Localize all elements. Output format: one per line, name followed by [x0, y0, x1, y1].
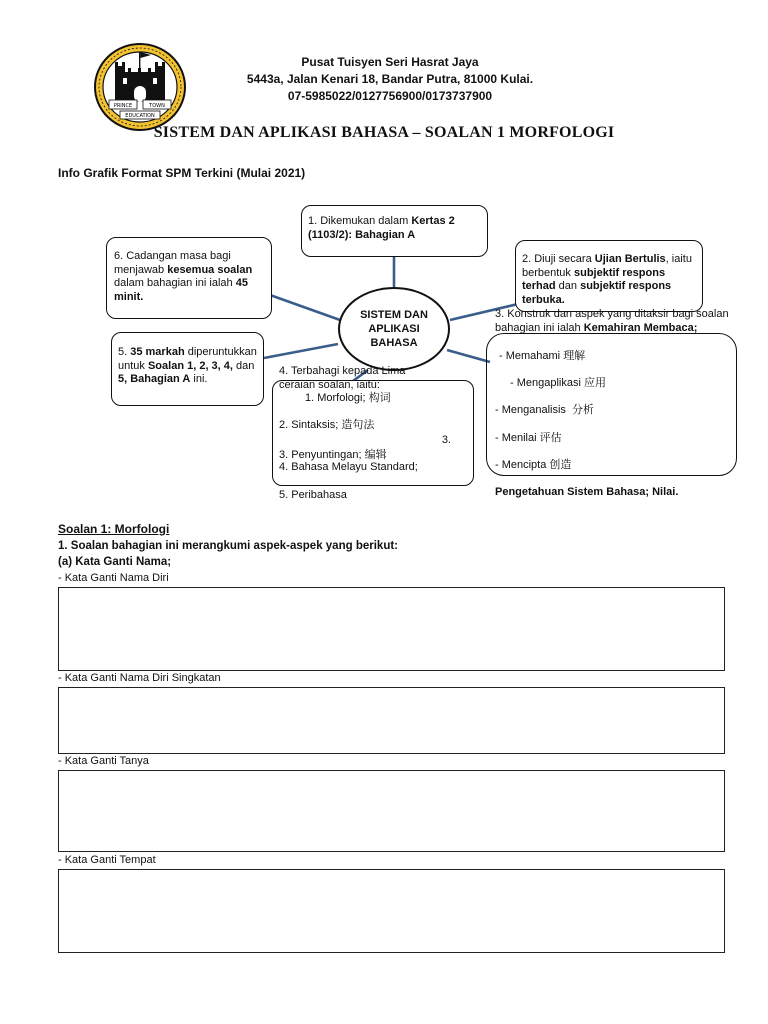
node4-item-1: [305, 391, 391, 406]
node2-text-e: dan: [555, 280, 581, 292]
answer-label-4: - Kata Ganti Tempat: [58, 854, 156, 866]
node2-text-b: Ujian Bertulis: [594, 253, 666, 265]
section-part-a: (a) Kata Ganti Nama;: [58, 556, 172, 568]
node4-item-2-zh: 造句法: [341, 418, 375, 431]
node3-item-5-label: - Mencipta: [495, 459, 547, 471]
node4-item-1-label: 1. Morfologi;: [305, 392, 366, 404]
node1-text-b: Kertas 2 (1103/2): Bahagian A: [308, 215, 455, 241]
node2-text-d: subjektif respons terhad: [522, 266, 666, 292]
answer-box-kata-ganti-tempat[interactable]: [58, 869, 725, 953]
node3-item-4-zh: 评估: [539, 431, 562, 444]
node4-item-4-label: 4. Bahasa Melayu Standard;: [279, 461, 418, 473]
node3-item-2-label: - Mengaplikasi: [510, 377, 581, 389]
section-question: 1. Soalan bahagian ini merangkumi aspek-aspek yang berikut:: [58, 540, 398, 552]
connector-node6: [270, 295, 340, 320]
section-heading: Soalan 1: Morfologi: [58, 522, 170, 536]
page-subtitle: Info Grafik Format SPM Terkini (Mulai 2021): [58, 166, 306, 180]
centre-phone: 07-5985022/0127756900/0173737900: [287, 89, 493, 103]
node3-item-3: [495, 403, 594, 418]
node2-text-c: , iaitu berbentuk: [522, 253, 692, 279]
node3-item-2-zh: 应用: [583, 376, 606, 389]
node3-item-1-zh: 理解: [563, 349, 586, 362]
node3-item-5-zh: 创造: [549, 458, 572, 471]
node4-item-5: [279, 489, 347, 503]
logo-banner-left: PRINCE: [113, 103, 133, 109]
node3-intro-b: Kemahiran Membaca;: [583, 321, 698, 334]
center-line-2: APLIKASI: [368, 323, 420, 335]
page-title: SISTEM DAN APLIKASI BAHASA – SOALAN 1 MORFOLOGI: [153, 124, 615, 141]
node4-item-2: [279, 418, 374, 433]
mindmap-node-1: [301, 205, 488, 257]
node1-text-a: 1. Dikemukan dalam: [308, 215, 412, 227]
answer-box-kata-ganti-tanya[interactable]: [58, 770, 725, 852]
logo-banner-bottom: EDUCATION: [125, 113, 155, 119]
node6-text-d: 45 minit.: [114, 277, 248, 303]
node4-item-5-label: 5. Peribahasa: [279, 489, 347, 501]
node3-item-3-zh: 分析: [572, 403, 595, 416]
node4-item-3: 3. 3. Penyuntingan; 编辑: [279, 434, 451, 461]
node4-intro: 4. Terbahagi kepada Lima ceraian soalan, iaitu:: [279, 365, 406, 391]
node4-item-4: [279, 461, 439, 475]
answer-label-3: - Kata Ganti Tanya: [58, 755, 149, 767]
node4-item-3-label: 3. Penyuntingan;: [279, 448, 362, 461]
answer-label-2: - Kata Ganti Nama Diri Singkatan: [58, 672, 221, 684]
node6-text-c: dalam bahagian ini ialah: [114, 277, 236, 289]
node5-text-d: Soalan 1, 2, 3, 4,: [147, 359, 233, 372]
node2-text-f: subjektif respons terbuka.: [522, 280, 672, 306]
logo-banner-right: TOWN: [149, 103, 165, 109]
node5-text-a: 5.: [118, 346, 131, 358]
centre-name: Pusat Tuisyen Seri Hasrat Jaya: [301, 55, 479, 69]
node6-text-a: 6. Cadangan masa bagi menjawab: [114, 250, 231, 276]
node3-item-5: [495, 458, 571, 473]
node5-text-c: diperuntukkan untuk: [118, 346, 257, 372]
node5-text-e: dan: [232, 359, 255, 372]
answer-box-kata-ganti-nama-diri[interactable]: [58, 587, 725, 671]
node2-text-a: 2. Diuji secara: [522, 253, 595, 265]
mindmap-node-2: [515, 240, 703, 312]
mindmap-node-6: [106, 237, 272, 319]
node3-item-4-label: - Menilai: [495, 432, 537, 444]
node3-item-1: [499, 349, 585, 364]
node5-text-f: 5, Bahagian A: [118, 373, 191, 385]
node4-item-2-label: 2. Sintaksis;: [279, 419, 339, 431]
node3-intro: [495, 308, 731, 335]
connector-node3: [447, 350, 490, 362]
node4-item-3-zh: 编辑: [364, 447, 387, 461]
center-line-3: BAHASA: [370, 337, 418, 349]
node5-text-g: ini.: [190, 373, 208, 385]
node4-item-1-zh: 构词: [368, 391, 391, 404]
node6-text-b: kesemua soalan: [167, 263, 253, 276]
node5-text-b: 35 markah: [130, 346, 185, 358]
node3-item-4: [495, 431, 562, 446]
answer-box-kata-ganti-nama-diri-singkatan[interactable]: [58, 687, 725, 754]
connector-node5: [264, 344, 338, 358]
node3-footer: Pengetahuan Sistem Bahasa; Nilai.: [495, 486, 679, 498]
center-line-1: SISTEM DAN: [360, 309, 428, 321]
node3-item-3-label: - Menganalisis: [495, 404, 566, 416]
node3-item-2: [510, 376, 606, 391]
node3-item-1-label: - Memahami: [499, 350, 561, 362]
node3-intro-a: 3. Konstruk dan aspek yang ditaksir bagi soalan bahagian ini ialah: [495, 308, 729, 334]
mindmap-center: [338, 287, 450, 371]
centre-address: 5443a, Jalan Kenari 18, Bandar Putra, 81000 Kulai.: [246, 72, 534, 86]
mindmap-node-5: [111, 332, 264, 406]
answer-label-1: - Kata Ganti Nama Diri: [58, 572, 169, 584]
